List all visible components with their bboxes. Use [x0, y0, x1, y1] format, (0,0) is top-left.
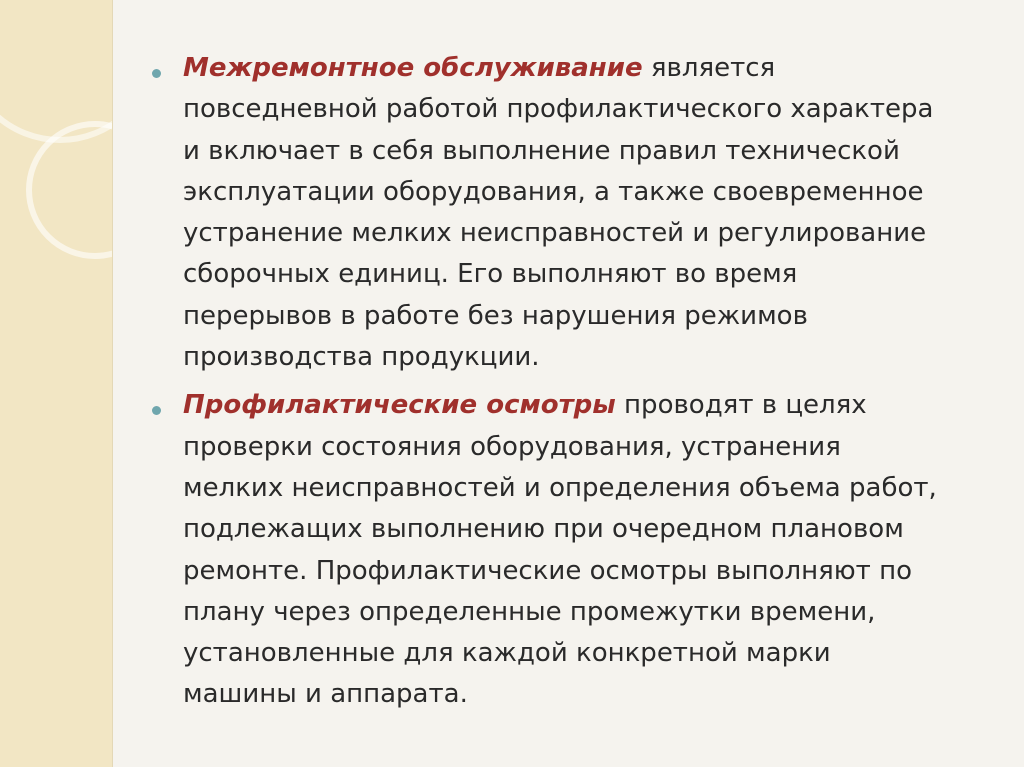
- bullet-item-maintenance: [150, 48, 945, 378]
- bullet-body: проводят в целях проверки состояния оборудования, устранения мелких неисправностей и определения объема работ, подлежащих выполнению при очередном плановом ремонте. Профилактические осмотры выполняют по плану через определенные промежутки времени, установленные для каждой конкретной марки машины и аппарата.: [183, 390, 937, 710]
- bullet-term: Межремонтное обслуживание: [183, 53, 643, 83]
- decorative-ring-top: [0, 0, 112, 140]
- bullet-paragraph: [183, 385, 945, 715]
- bullet-term: Профилактические осмотры: [183, 390, 616, 421]
- slide-content: [150, 48, 945, 723]
- decorative-ring-middle: [29, 124, 112, 256]
- bullet-dot-icon: [152, 69, 161, 78]
- bullet-item-inspections: [150, 385, 945, 715]
- bullet-paragraph: [183, 48, 945, 378]
- decorative-rings: [0, 0, 112, 767]
- bullet-body: является повседневной работой профилактического характера и включает в себя выполнение правил технической эксплуатации оборудования, а также своевременное устранение мелких неисправностей и регулирование сборочных единиц. Его выполняют во время перерывов в работе без нарушения режимов производства продукции.: [183, 53, 934, 373]
- bullet-dot-icon: [152, 406, 161, 415]
